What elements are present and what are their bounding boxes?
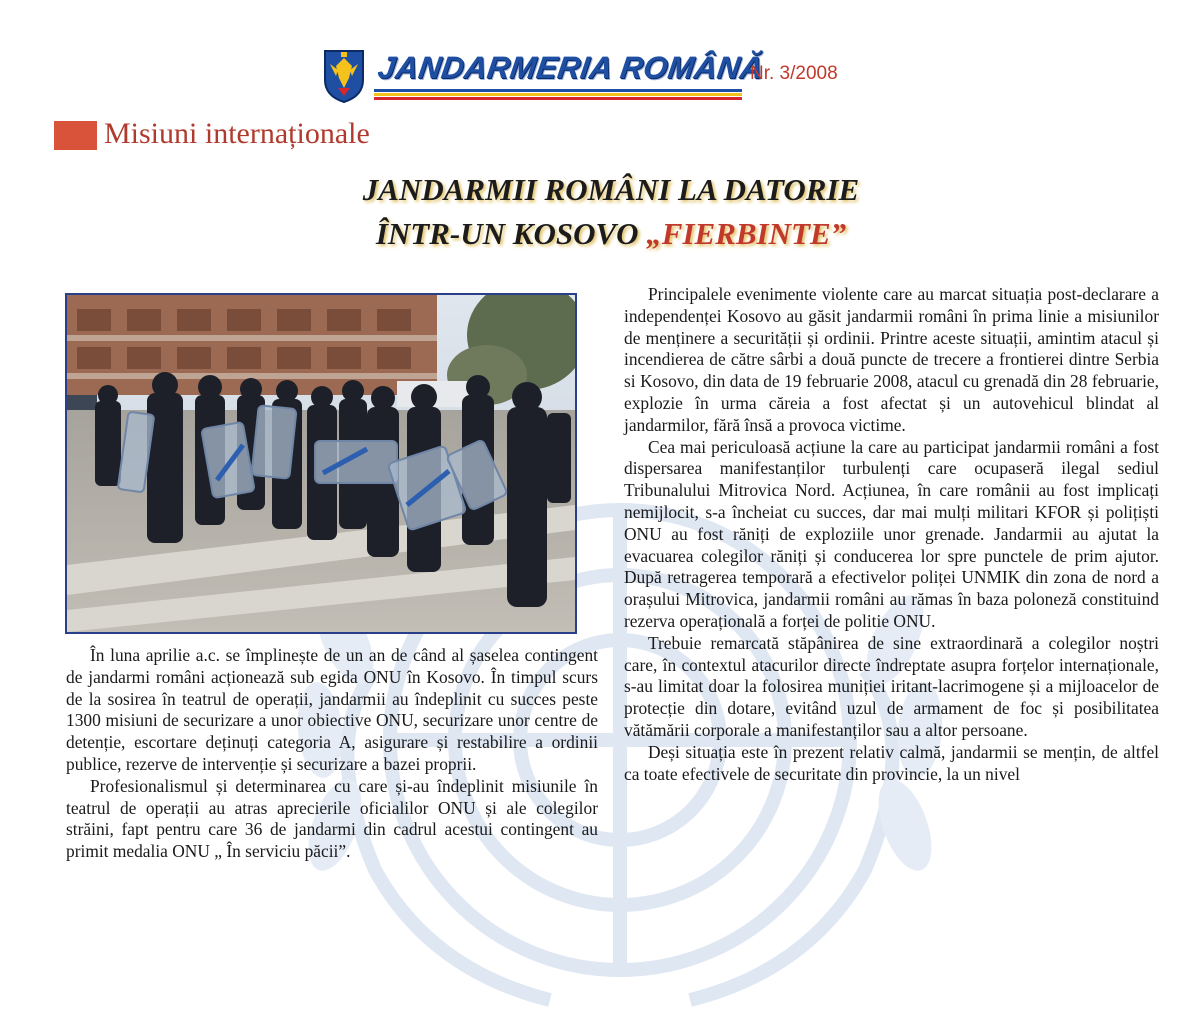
publication-title: JANDARMERIA ROMÂNĂ	[375, 50, 766, 85]
paragraph: Cea mai periculoasă acțiune la care au participat jandarmii români a fost dispersarea manifestanților turbulenți care ocupaseră ilegal sediul Tribunalului Mitrovica Nord. Acțiunea, în care românii au fost implicați nemijlocit, s-a încheiat cu succes, dar mai mulți militari KFOR și polițiști ONU au fost răniți de exploziile unor grenade. Jandarmii au ajutat la evacuarea colegilor răniți și conducerea lor spre punctele de prim ajutor. După retragerea temporară a efectivelor poliței UNMIK din zona de nord a orașului Mitrovica, jandarmii români au rămas în baza poloneză constituind rezerva operațională a forței de politie ONU.	[624, 436, 1159, 631]
masthead-stripe-red	[374, 97, 742, 100]
masthead-stripe-blue	[374, 89, 742, 92]
headline-line-2-text: ÎNTR-UN KOSOVO	[375, 216, 647, 251]
paragraph: Profesionalismul și determinarea cu care și-au îndeplinit misiunile în teatrul de operații au atras aprecierile oficialilor ONU și ale colegilor străini, fapt pentru care 36 de jandarmi din cadrul acestui contingent au primit medalia ONU „ În serviciu păcii”.	[66, 775, 598, 862]
paragraph: Trebuie remarcată stăpânirea de sine extraordinară a colegilor noștri care, în contextul atacurilor directe îndreptate asupra forțelor internaționale, s-au limitat doar la folosirea muniției iritant-lacrimogene și a mijloacelor de protecție din dotare, evitând uzul de armament de foc și posibilitatea vătămării corporale a manifestanților sau a altor persoane.	[624, 632, 1159, 740]
romanian-gendarmerie-crest-icon	[322, 48, 366, 104]
paragraph: În luna aprilie a.c. se împlinește de un an de când al șaselea contingent de jandarmi români acționează sub egida ONU în Kosovo. În timpul scurs de la sosirea în teatrul de operații, jandarmii au îndeplinit cu succes peste 1300 misiuni de securizare a unor obiective ONU, securizare unor centre de detenție, escortare deținuți categoria A, asigurare și restabilire a ordinii publice, rezerve de intervenție și securizare a bazei proprii.	[66, 645, 598, 774]
paragraph: Principalele evenimente violente care au marcat situația post-declarare a independenței Kosovo au găsit jandarmii români în prima linie a misiunilor de menținere a securității și ordinii. Printre aceste situații, amintim atacul și incendierea de către sârbi a două puncte de trecere a frontierei dintre Serbia si Kosovo, din data de 19 februarie 2008, atacul cu grenadă din 28 februarie, explozie în urma căreia a fost afectat și un autovehicul blindat al jandarmilor, fără însă a provoca victime.	[624, 284, 1159, 435]
issue-number: Nr. 3/2008	[750, 63, 838, 84]
section-label: Misiuni internaționale	[104, 117, 370, 150]
masthead-stripe-yellow	[374, 93, 742, 96]
paragraph: Deși situația este în prezent relativ calmă, jandarmii se mențin, de altfel ca toate efectivele de securitate din provincie, la un nivel	[624, 741, 1159, 784]
headline-line-1: JANDARMII ROMÂNI LA DATORIE	[362, 172, 860, 207]
headline-line-2	[0, 212, 1200, 256]
headline-highlight: „FIERBINTE”	[646, 216, 847, 251]
section-marker	[54, 121, 97, 150]
article-headline	[0, 168, 1200, 256]
article-column-left	[66, 645, 598, 863]
masthead	[322, 48, 862, 108]
article-column-right	[624, 284, 1159, 785]
gendarmes-street-photo	[67, 295, 575, 632]
article-photo	[65, 293, 577, 634]
